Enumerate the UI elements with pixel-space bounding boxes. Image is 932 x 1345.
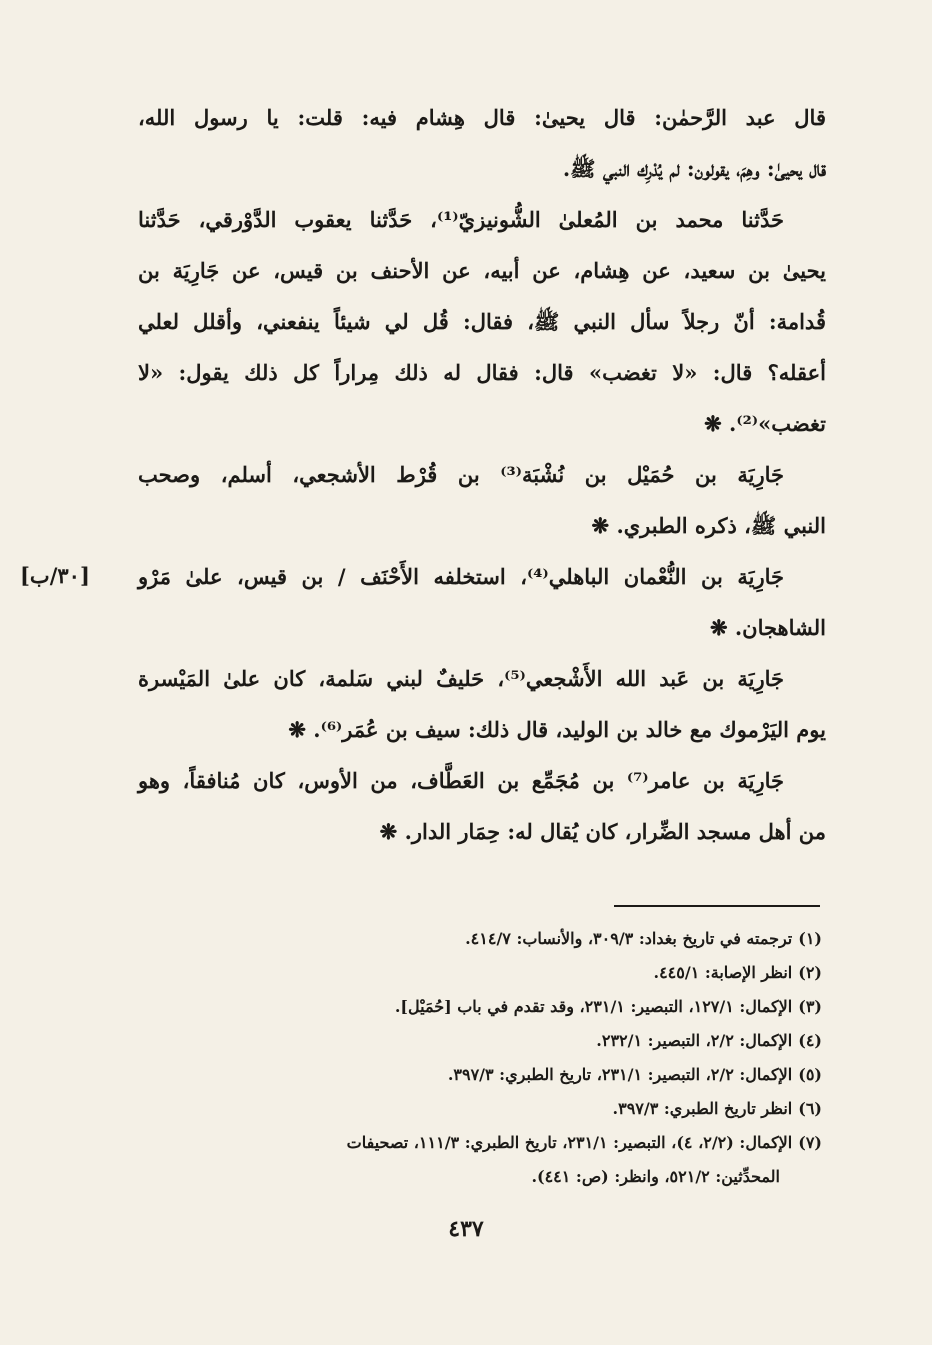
footnote-number: (٦) xyxy=(798,1099,822,1118)
footnote-text: انظر تاريخ الطبري: ٣٩٧/٣. xyxy=(612,1099,793,1118)
footnote xyxy=(132,956,822,990)
footnote-text: انظر الإصابة: ٤٤٥/١. xyxy=(653,963,793,982)
footnote xyxy=(132,990,822,1024)
footnote-text: الإكمال: ٢/٢، التبصير: ٢٣١/١، تاريخ الطبري: ٣٩٧/٣. xyxy=(447,1065,793,1084)
text-line: قال يحيىٰ: وهِمَ، يقولون: لم يُدْرِك النبي ﷺ. xyxy=(562,156,826,181)
text-line: جَارِيَة بن عامر⁽⁷⁾ بن مُجَمِّع بن العَطَّاف، من الأوس، كان مُنافقاً، وهو xyxy=(138,768,784,793)
page-number: ٤٣٧ xyxy=(448,1216,484,1242)
footnote-number: (٥) xyxy=(798,1065,822,1084)
text-line: أعقله؟ قال: «لا تغضب» قال: فقال له ذلك مِراراً كل ذلك يقول: «لا xyxy=(138,360,826,385)
footnote xyxy=(132,922,822,956)
folio-margin-note: [٣٠/ب] xyxy=(20,563,90,588)
footnote-number: (٧) xyxy=(798,1133,822,1152)
footnote-divider xyxy=(614,905,820,907)
footnote-number: (٤) xyxy=(798,1031,822,1050)
text-line: الشاهجان. ❋ xyxy=(709,615,826,640)
main-text-block xyxy=(138,92,826,857)
text-line: قال عبد الرَّحمٰن: قال يحيىٰ: قال هِشام فيه: قلت: يا رسول الله، xyxy=(138,105,826,130)
text-line: جَارِيَة بن النُّعْمان الباهلي⁽⁴⁾، استخلفه الأَحْنَف / بن قيس، علىٰ مَرْو xyxy=(138,564,784,589)
footnote xyxy=(132,1126,822,1160)
footnote-text: ترجمته في تاريخ بغداد: ٣٠٩/٣، والأنساب: ٤١٤/٧. xyxy=(465,929,793,948)
text-line: جَارِيَة بن حُمَيْل بن نُشْبَة⁽³⁾ بن قُرْط الأشجعي، أسلم، وصحب xyxy=(138,462,784,487)
footnote xyxy=(132,1058,822,1092)
text-line: من أهل مسجد الضِّرار، كان يُقال له: حِمَار الدار. ❋ xyxy=(379,819,826,844)
footnote-text: الإكمال: ٢/٢، التبصير: ٢٣٢/١. xyxy=(596,1031,793,1050)
footnote-continuation: المحدِّثين: ٥٢١/٢، وانظر: (ص: ٤٤١). xyxy=(531,1167,780,1186)
text-line: النبي ﷺ، ذكره الطبري. ❋ xyxy=(591,513,826,538)
footnotes-block xyxy=(132,922,822,1194)
footnote-number: (٣) xyxy=(798,997,822,1016)
text-line: حَدَّثنا محمد بن المُعلىٰ الشُّونيزيّ⁽¹⁾، حَدَّثنا يعقوب الدَّوْرقي، حَدَّثنا xyxy=(138,207,784,232)
footnote xyxy=(132,1092,822,1126)
footnote-text: الإكمال: (٢/٢، ٤)، التبصير: ٢٣١/١، تاريخ الطبري: ١١١/٣، تصحيفات xyxy=(346,1133,793,1152)
footnote-number: (١) xyxy=(798,929,822,948)
text-line: يوم اليَرْموك مع خالد بن الوليد، قال ذلك: سيف بن عُمَر⁽⁶⁾. ❋ xyxy=(288,717,826,742)
footnote-number: (٢) xyxy=(798,963,822,982)
text-line: جَارِيَة بن عَبد الله الأَشْجعي⁽⁵⁾، حَليفٌ لبني سَلمة، كان علىٰ المَيْسرة xyxy=(138,666,785,691)
text-line: يحيىٰ بن سعيد، عن هِشام، عن أبيه، عن الأحنف بن قيس، عن جَارِيَة بن xyxy=(138,258,826,283)
footnote xyxy=(132,1024,822,1058)
text-line: تغضب»⁽²⁾. ❋ xyxy=(704,411,826,436)
text-line: قُدامة: أنّ رجلاً سأل النبي ﷺ، فقال: قُل لي شيئاً ينفعني، وأقلل لعلي xyxy=(138,309,826,334)
footnote-text: الإكمال: ١٢٧/١، التبصير: ٢٣١/١، وقد تقدم في باب [حُمَيْل]. xyxy=(394,997,793,1016)
